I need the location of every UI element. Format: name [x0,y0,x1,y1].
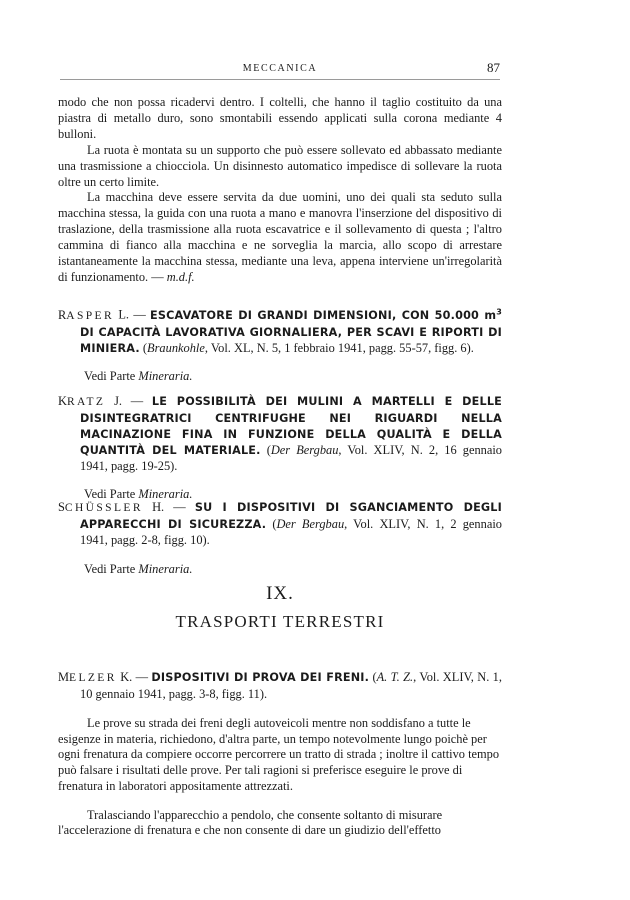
intro-paragraph-3-text: La macchina deve essere servita da due uomini, uno dei quali sta seduto sulla macchina stessa, la guida con una ruota a mano e manovra l'inserzione del dispositivo di traslazione, della trasmissione alla ruota escavatrice e il sollevamento di questa ; l'altro cammina di fianco alla macchina e ne sorveglia la marcia, allo scopo di arrestare istantaneamente la macchina stessa, mediante una leva, appena interviene un'irregolarità di funzionamento. — [58,190,502,284]
bib-citation: RASPER L. — ESCAVATORE DI GRANDI DIMENSIONI, CON 50.000 $m^3$ DI CAPACITÀ LAVORATIVA GIORNALIERA, PER SCAVI E RIPORTI DI MINIERA. (Braunkohle, Vol. XL, N. 5, 1 febbraio 1941, pagg. 55-57, figg. 6). [58,307,502,355]
see-also: Vedi Parte Mineraria. [84,561,193,576]
journal-name: Der Bergbau [276,517,345,532]
intro-paragraph-1: modo che non possa ricadervi dentro. I coltelli, che hanno il taglio costituito da una piastra di metallo duro, sono smontabili essendo applicati sulla corona mediante 4 bulloni. [58,95,502,141]
intro-paragraph-3 [58,190,502,285]
bib-citation: KRATZ J. — LE POSSIBILITÀ DEI MULINI A MARTELLI E DELLE DISINTEGRATRICI CENTRIFUGHE NEI RIGUARDI NELLA MACINAZIONE FINA IN FUNZIONE DELLA QUALITÀ E DELLA QUANTITÀ DEL MATERIALE. (Der Bergbau, Vol. XLIV, N. 2, 16 gennaio 1941, pagg. 19-25). [58,394,502,474]
journal-name: Braunkohle [147,340,205,355]
see-also: Vedi Parte Mineraria. [84,369,193,384]
citation-details: , Vol. XLIV, N. 1, 2 gennaio 1941, pagg. 2-8, figg. 10). [80,517,502,548]
intro-text [58,95,502,286]
running-header [60,60,500,85]
citation-details: , Vol. XLIV, N. 1, 10 gennaio 1941, pagg. 3-8, figg. 11). [80,670,502,702]
author-name: RASPER [58,308,115,323]
intro-paragraph-2: La ruota è montata su un supporto che può essere sollevato ed abbassato mediante una trasmissione a chiocciola. Un disinnesto automatico impedisce di sollevare la ruota oltre un certo limite. [58,142,502,189]
section-title: TRASPORTI TERRESTRI [175,612,385,631]
bib-entry-schussler [58,488,502,590]
author-name: SCHÜSSLER [58,500,143,515]
see-also: Vedi Parte Mineraria. [84,487,193,502]
header-title: MECCANICA [242,63,318,74]
bib-entry-melzer [58,658,502,852]
header-rule [60,79,500,80]
author-name: MELZER [58,670,117,685]
author-signature: m.d.f. [166,269,195,284]
bib-citation: MELZER K. — DISPOSITIVI DI PROVA DEI FRENI. (A. T. Z., Vol. XLIV, N. 1, 10 gennaio 1941, pagg. 3-8, figg. 11). [58,670,502,702]
body-paragraph-2: Tralasciando l'apparecchio a pendolo, che consente soltanto di misurare l'accelerazione di frenatura e che non consente di dare un giudizio dell'effetto [58,807,443,838]
journal-name: A. T. Z. [376,670,414,685]
entry-title: ESCAVATORE DI GRANDI DIMENSIONI, CON 50.000 $m^3$ DI CAPACITÀ LAVORATIVA GIORNALIERA, PER SCAVI E RIPORTI DI MINIERA. [80,307,502,355]
author-name: KRATZ [58,394,106,409]
page-number: 87 [487,60,500,75]
entry-title: SU I DISPOSITIVI DI SGANCIAMENTO DEGLI APPARECCHI DI SICUREZZA. [80,501,503,532]
bib-citation: SCHÜSSLER H. — SU I DISPOSITIVI DI SGANCIAMENTO DEGLI APPARECCHI DI SICUREZZA. (Der Bergbau, Vol. XLIV, N. 1, 2 gennaio 1941, pagg. 2-8, figg. 10). [58,500,503,548]
entry-title: LE POSSIBILITÀ DEI MULINI A MARTELLI E DELLE DISINTEGRATRICI CENTRIFUGHE NEI RIGUARDI NELLA MACINAZIONE FINA IN FUNZIONE DELLA QUALITÀ E DELLA QUANTITÀ DEL MATERIALE. [80,395,502,458]
body-paragraph-1: Le prove su strada dei freni degli autoveicoli mentre non soddisfano a tutte le esigenze in materia, richiedono, d'altra parte, un tempo notevolmente lungo poichè per ogni frenatura da compiere occorre percorrere un tratto di strada ; inoltre il cattivo tempo può falsare i risultati delle prove. Per tali ragioni si preferisce eseguire le prove di frenatura in laboratori appositamente attrezzati. [58,715,500,794]
citation-details: , Vol. XL, N. 5, 1 febbraio 1941, pagg. 55-57, figg. 6). [204,340,474,355]
section-number: IX. [266,583,294,604]
journal-name: Der Bergbau [270,443,339,458]
entry-title: DISPOSITIVI DI PROVA DEI FRENI. [151,671,370,685]
citation-details: , Vol. XLIV, N. 2, 16 gennaio 1941, pagg. 19-25). [80,443,502,474]
